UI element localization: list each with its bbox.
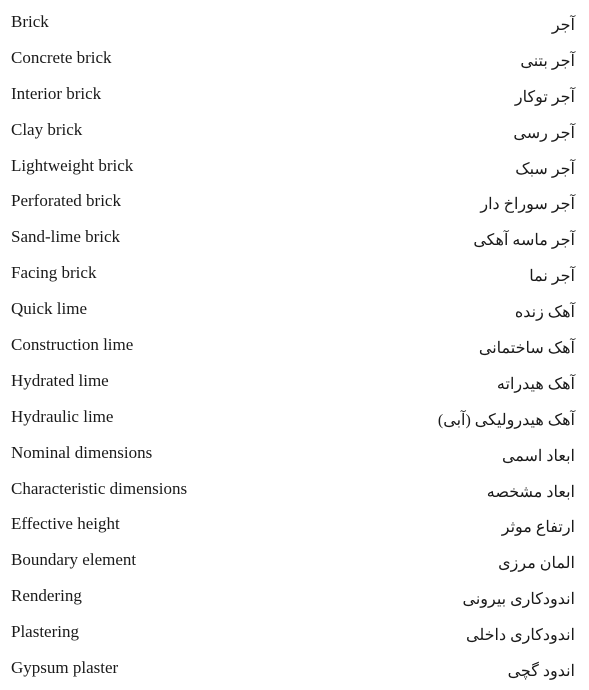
- english-term: Perforated brick: [11, 191, 121, 211]
- english-term: Effective height: [11, 514, 120, 534]
- english-term: Interior brick: [11, 83, 102, 103]
- persian-term: آجر ماسه آهکی: [473, 232, 575, 250]
- glossary-row: [0, 365, 589, 401]
- english-term: Brick: [11, 12, 49, 31]
- persian-term: ابعاد مشخصه: [486, 483, 575, 501]
- glossary-row: [0, 652, 589, 688]
- english-term: Quick lime: [11, 299, 88, 319]
- english-term: Gypsum plaster: [11, 658, 119, 678]
- english-term: Nominal dimensions: [11, 442, 153, 462]
- english-term: Hydrated lime: [11, 370, 109, 390]
- persian-term: اندود گچی: [507, 663, 575, 681]
- glossary-row: [0, 78, 589, 114]
- persian-term: آجر: [551, 17, 575, 34]
- glossary-row: [0, 473, 589, 509]
- glossary-row: [0, 6, 589, 42]
- persian-term: آجر توکار: [514, 88, 575, 106]
- glossary-row: [0, 150, 589, 186]
- english-term: Hydraulic lime: [11, 406, 114, 426]
- glossary-row: [0, 329, 589, 365]
- glossary-row: [0, 616, 589, 652]
- persian-term: آهک ساختمانی: [478, 340, 575, 358]
- glossary-row: [0, 42, 589, 78]
- persian-term: آهک هیدراته: [496, 375, 575, 393]
- persian-term: اندودکاری بیرونی: [462, 591, 575, 609]
- glossary-row: [0, 185, 589, 221]
- persian-term: آجر سوراخ دار: [480, 196, 575, 214]
- english-term: Facing brick: [11, 263, 97, 283]
- english-term: Plastering: [11, 622, 79, 642]
- persian-term: اندودکاری داخلی: [466, 627, 575, 645]
- glossary-row: [0, 293, 589, 329]
- english-term: Characteristic dimensions: [11, 478, 188, 498]
- english-term: Lightweight brick: [11, 155, 134, 175]
- glossary-row: [0, 114, 589, 150]
- glossary-row: [0, 221, 589, 257]
- english-term: Concrete brick: [11, 47, 112, 67]
- persian-term: آجر نما: [529, 268, 575, 286]
- glossary-row: [0, 437, 589, 473]
- glossary-row: [0, 580, 589, 616]
- persian-term: ابعاد اسمی: [501, 447, 575, 465]
- english-term: Boundary element: [11, 550, 137, 570]
- glossary-list: [0, 6, 589, 688]
- glossary-row: [0, 401, 589, 437]
- persian-term: آهک زنده: [514, 304, 575, 322]
- glossary-row: [0, 544, 589, 580]
- english-term: Clay brick: [11, 119, 83, 139]
- persian-term: آهک هیدرولیکی (آبی): [437, 411, 575, 429]
- persian-term: المان مرزی: [498, 555, 575, 573]
- persian-term: آجر سبک: [515, 160, 575, 178]
- english-term: Construction lime: [11, 335, 134, 355]
- english-term: Rendering: [11, 586, 82, 606]
- persian-term: ارتفاع موثر: [501, 519, 575, 537]
- english-term: Sand-lime brick: [11, 227, 121, 247]
- glossary-row: [0, 508, 589, 544]
- glossary-row: [0, 257, 589, 293]
- persian-term: آجر رسی: [513, 124, 575, 142]
- persian-term: آجر بتنی: [520, 52, 575, 70]
